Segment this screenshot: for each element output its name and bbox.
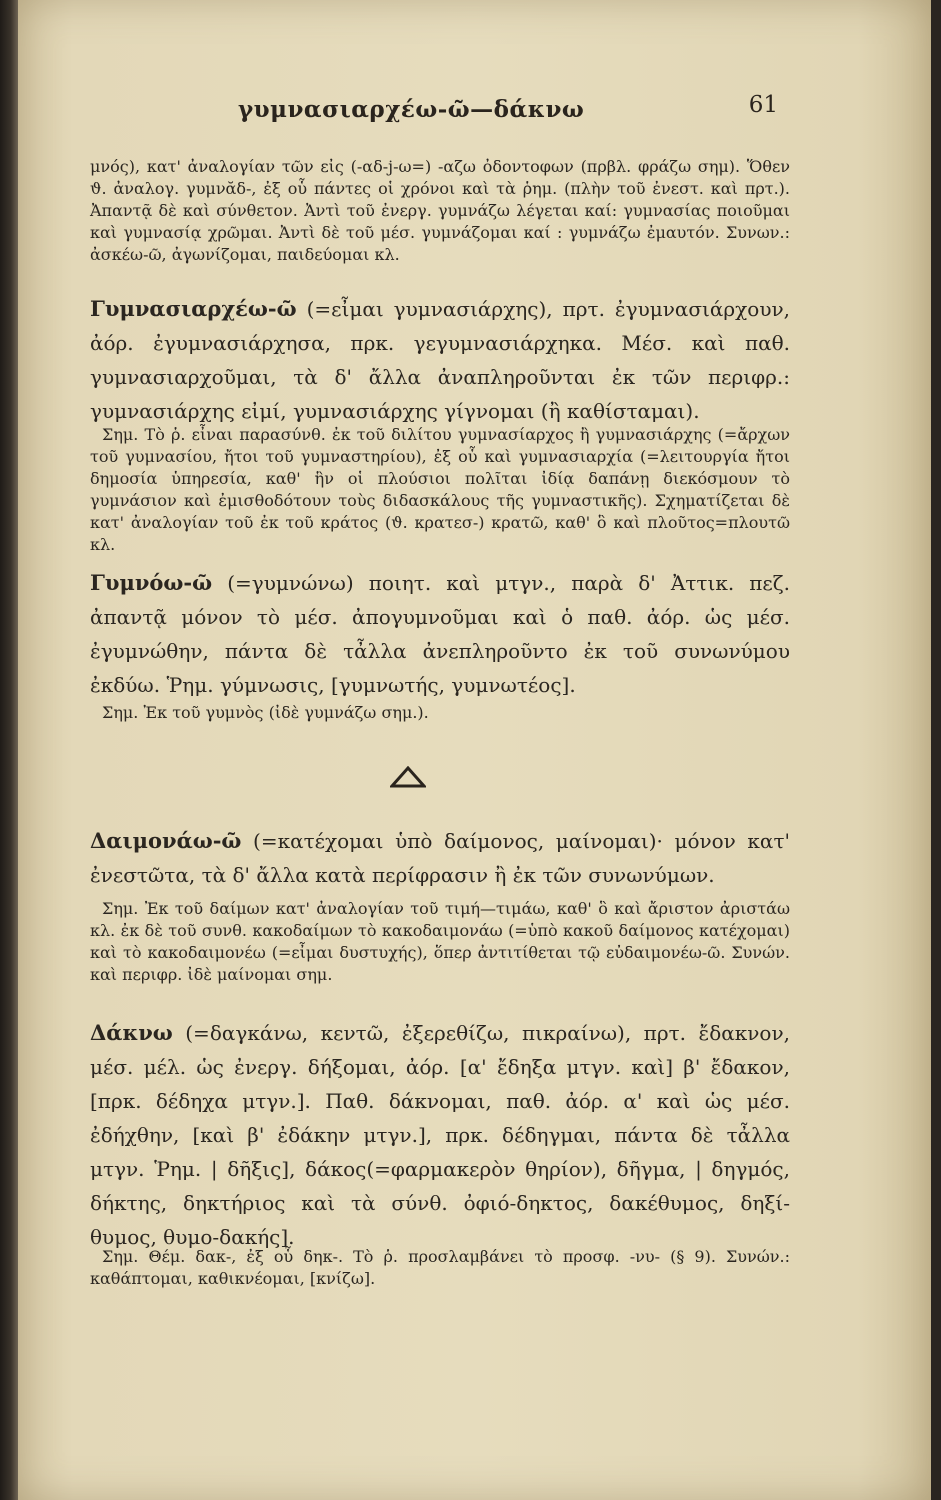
note-gymnasiarcheo [90, 424, 790, 556]
page-number: 61 [748, 92, 778, 118]
continuation-paragraph [90, 156, 790, 266]
note-gymnoo [90, 702, 790, 724]
entry-dakno [90, 1016, 790, 1254]
entry-body: (=εἶμαι γυμνασιάρχης), πρτ. ἐγυμνασιάρχουν, ἀόρ. ἐγυμνασιάρχησα, πρκ. γεγυμνασιάρχηκα. Μέσ. καὶ παθ. γυμνασιαρχοῦμαι, τὰ δ' ἄλλα ἀναπληροῦνται ἐκ τῶν περιφρ.: γυμνασιάρχης εἰμί, γυμνασιάρχης γίγνομαι (ἢ καθίσταμαι). [90, 297, 790, 423]
entry-body: (=κατέχομαι ὑπὸ δαίμονος, μαίνομαι)· μόνον κατ' ἐνεστῶτα, τὰ δ' ἄλλα κατὰ περίφρασιν ἢ ἐκ τῶν συνωνύμων. [90, 829, 790, 887]
headword: Δαιμονάω-ῶ [90, 828, 242, 853]
note-text: Σημ. Ἐκ τοῦ δαίμων κατ' ἀναλογίαν τοῦ τιμή—τιμάω, καθ' ὃ καὶ ἄριστον ἀριστάω κλ. ἐκ δὲ τοῦ συνθ. κακοδαίμων τὸ κακοδαιμονάω (=ὑπὸ κακοῦ δαίμονος κατέχομαι) καὶ τὸ κακοδαιμονέω (=εἶμαι δυστυχής), ὅπερ ἀντιτίθεται τῷ εὐδαιμονέω-ῶ. Συνών. καὶ περιφρ. ἰδὲ μαίνομαι σημ. [90, 899, 790, 984]
note-daimonao [90, 898, 790, 986]
entry-paragraph [90, 566, 790, 702]
entry-paragraph [90, 824, 790, 892]
delta-icon [390, 766, 426, 788]
headword: Γυμνόω-ῶ [90, 570, 213, 595]
book-binding-edge [0, 0, 18, 1500]
entry-gymnasiarcheo [90, 292, 790, 428]
entry-body: (=γυμνώνω) ποιητ. καὶ μτγν., παρὰ δ' Ἀττικ. πεζ. ἀπαντᾷ μόνον τὸ μέσ. ἀπογυμνοῦμαι καὶ ὁ παθ. ἀόρ. ὡς μέσ. ἐγυμνώθην, πάντα δὲ τἆλλα ἀνεπληροῦντο ἐκ τοῦ συνωνύμου ἐκδύω. Ῥημ. γύμνωσις, [γυμνωτής, γυμνωτέος]. [90, 571, 790, 697]
entry-daimonao [90, 824, 790, 892]
note-text: Σημ. Ἐκ τοῦ γυμνὸς (ἰδὲ γυμνάζω σημ.). [102, 703, 429, 722]
paragraph-text: μνός), κατ' ἀναλογίαν τῶν εἰς (-αδ-j-ω=) -αζω ὀδοντοφων (πρβλ. φράζω σημ). Ὅθεν ϑ. ἀναλογ. γυμνᾰδ-, ἐξ οὗ πάντες οἱ χρόνοι καὶ τὰ ῥημ. (πλὴν τοῦ ἐνεστ. καὶ πρτ.). Ἀπαντᾷ δὲ καὶ σύνθετον. Ἀντὶ τοῦ ἐνεργ. γυμνάζω λέγεται καί: γυμνασίας ποιοῦμαι καὶ γυμνασίᾳ χρῶμαι. Ἀντὶ δὲ τοῦ μέσ. γυμνάζομαι καί : γυμνάζω ἐμαυτόν. Συνων.: ἀσκέω-ῶ, ἀγωνίζομαι, παιδεύομαι κλ. [90, 157, 790, 264]
running-head: γυμνασιαρχέω-ῶ—δάκνω [238, 96, 585, 123]
entry-paragraph [90, 1016, 790, 1254]
headword: Δάκνω [90, 1020, 173, 1045]
entry-body: (=δαγκάνω, κεντῶ, ἐξερεθίζω, πικραίνω), πρτ. ἔδακνον, μέσ. μέλ. ὡς ἐνεργ. δήξομαι, ἀόρ. [α' ἔδηξα μτγν. καὶ] β' ἔδακον, [πρκ. δέδηχα μτγν.]. Παθ. δάκνομαι, παθ. ἀόρ. α' καὶ ὡς μέσ. ἐδήχθην, [καὶ β' ἐδάκην μτγν.], πρκ. δέδηγμαι, πάντα δὲ τἆλλα μτγν. Ῥημ. | δῆξις], δάκος(=φαρμακερὸν θηρίον), δῆγμα, | δηγμός, δήκτης, δηκτήριος καὶ τὰ σύνθ. ὀφιό-δηκτος, δακέθυμος, δηξί-θυμος, θυμο-δακής]. [90, 1021, 790, 1249]
note-dakno [90, 1246, 790, 1290]
entry-paragraph [90, 292, 790, 428]
entry-gymnoo [90, 566, 790, 702]
book-page [18, 0, 931, 1500]
note-text: Σημ. Τὸ ῥ. εἶναι παρασύνθ. ἐκ τοῦ διλίτου γυμνασίαρχος ἢ γυμνασιάρχης (=ἄρχων τοῦ γυμνασίου, ἤτοι τοῦ γυμναστηρίου), ἐξ οὗ καὶ γυμνασιαρχία (=λειτουργία ἤτοι δημοσία ὑπηρεσία, καθ' ἣν οἱ πλούσιοι πολῖται ἰδίᾳ δαπάνῃ διεκόσμουν τὸ γυμνάσιον καὶ ἐμισθοδότουν τοὺς διδασκάλους τῆς γυμναστικῆς). Σχηματίζεται δὲ κατ' ἀναλογίαν τοῦ ἐκ τοῦ κράτος (ϑ. κρατεσ-) κρατῶ, καθ' ὃ καὶ πλοῦτος=πλουτῶ κλ. [90, 425, 790, 554]
note-text: Σημ. Θέμ. δακ-, ἐξ οὗ δηκ-. Τὸ ῥ. προσλαμβάνει τὸ προσφ. -νυ- (§ 9). Συνών.: καθάπτομαι, καθικνέομαι, [κνίζω]. [90, 1247, 790, 1288]
headword: Γυμνασιαρχέω-ῶ [90, 296, 297, 321]
page-header [238, 92, 778, 126]
